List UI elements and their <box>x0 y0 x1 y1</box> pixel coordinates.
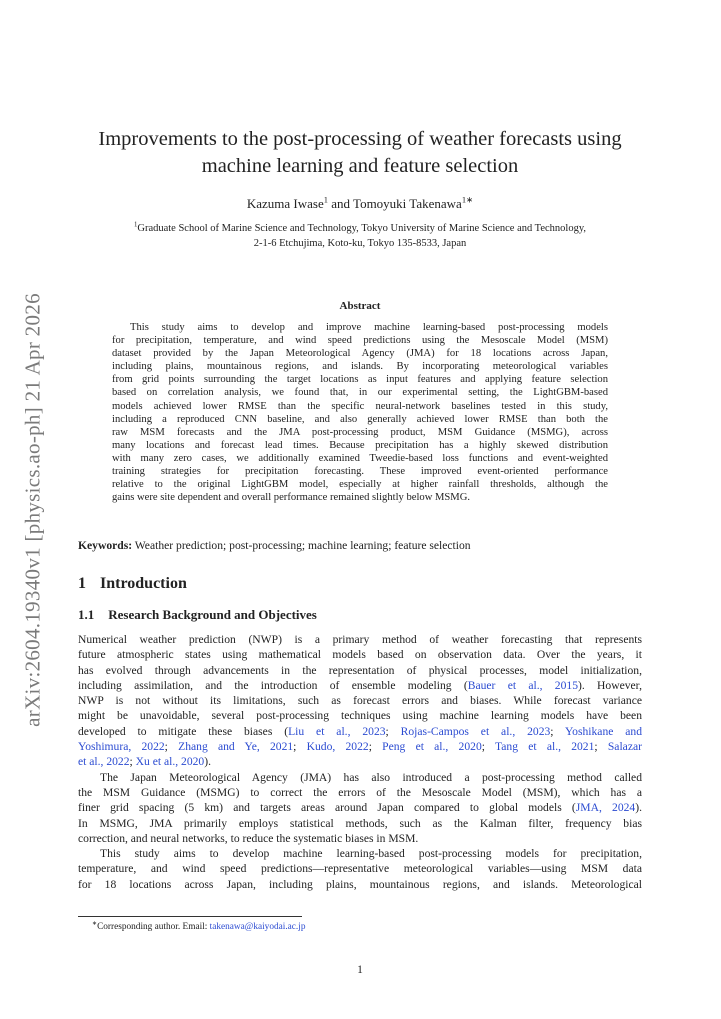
body-text-run: ). However, <box>578 678 642 692</box>
section-heading <box>78 575 187 593</box>
body-line: for 18 locations across Japan, including plains, mountainous regions, and islands. Meteorological <box>78 877 642 891</box>
abstract-line: gains were site dependent and overall performance remained slightly below MSMG. <box>112 492 471 504</box>
affiliation-line-2: 2-1-6 Etchujima, Koto-ku, Tokyo 135-8533, Japan <box>253 238 467 249</box>
citation-separator: ; <box>481 740 495 754</box>
abstract-line: with many zero cases, we additionally examined Tweedie-based loss functions and event-weighted <box>112 452 608 464</box>
body-line: future atmospheric states using mathematical models based on observation data. Over the years, it <box>78 648 642 662</box>
paper-title <box>78 126 642 180</box>
footnote-text: Corresponding author. Email: <box>97 922 210 932</box>
affiliation-text: Graduate School of Marine Science and Technology, Tokyo University of Marine Science and Technology, <box>137 223 587 234</box>
author-name: Tomoyuki Takenawa <box>353 196 462 211</box>
body-text-run: finer grid spacing (5 km) and targets areas around Japan compared to global models ( <box>78 801 576 815</box>
section-title: Introduction <box>100 575 187 592</box>
citation-link[interactable]: JMA, 2024 <box>575 801 636 815</box>
footnote <box>92 922 305 932</box>
citation-separator: ; <box>594 740 608 754</box>
author-conjunction: and <box>327 196 354 211</box>
body-line: might be unavoidable, several post-processing techniques using machine learning models have been <box>78 709 642 723</box>
abstract-line: including a reproduced CNN baseline, and also generally achieved lower RMSE than both the <box>112 413 608 425</box>
citation-link[interactable]: et al., 2022 <box>78 755 130 769</box>
body-text-run: including assimilation, and the introduction of ensemble modeling ( <box>78 678 468 692</box>
keywords-text: Weather prediction; post-processing; machine learning; feature selection <box>132 539 471 552</box>
body-line: temperature, and wind speed predictions—representative meteorological variables—using MSM data <box>78 862 642 876</box>
citation-link[interactable]: Liu et al., 2023 <box>288 724 386 738</box>
page-number: 1 <box>357 964 363 976</box>
body-line <box>78 724 642 739</box>
citation-link[interactable]: Xu et al., 2020 <box>135 755 205 769</box>
citation-link[interactable]: Bauer et al., 2015 <box>467 678 578 692</box>
body-line: This study aims to develop machine learning-based post-processing models for precipitation, <box>100 847 642 861</box>
citation-separator: ; <box>129 755 136 769</box>
citation-separator: ; <box>550 724 565 738</box>
affiliation <box>78 221 642 251</box>
abstract-line: training strategies for precipitation forecasting. These improved event-oriented performance <box>112 466 608 478</box>
abstract-line: raw MSM forecasts and the JMA post-processing product, MSM Guidance (MSMG), across <box>112 426 608 438</box>
footnote-mark: ∗ <box>92 920 98 927</box>
body-line: the MSM Guidance (MSMG) to correct the errors of the Mesoscale Model (MSM), which has a <box>78 785 642 799</box>
abstract-line: including plains, mountainous regions, and islands. By incorporating meteorological variables <box>112 361 608 373</box>
author-name: Kazuma Iwase <box>246 196 324 211</box>
arxiv-identifier-text: arXiv:2604.19340v1 [physics.ao-ph] 21 Apr 2026 <box>20 293 45 727</box>
affiliation-line-1 <box>78 221 642 236</box>
citation-separator: ; <box>368 740 383 754</box>
keywords <box>78 539 471 552</box>
body-line <box>78 678 642 693</box>
body-text-run: developed to mitigate these biases ( <box>78 724 289 738</box>
citation-separator: ; <box>164 740 179 754</box>
body-line <box>78 800 642 815</box>
citation-link[interactable]: Tang et al., 2021 <box>495 740 595 754</box>
arxiv-identifier <box>8 260 58 760</box>
title-line-1: Improvements to the post-processing of weather forecasts using <box>98 128 622 150</box>
subsection-number: 1.1 <box>78 607 95 622</box>
citation-link[interactable]: Peng et al., 2020 <box>382 740 482 754</box>
author-affil-mark: 1 <box>323 194 328 205</box>
citation-link[interactable]: Yoshimura, 2022 <box>78 740 165 754</box>
abstract-line: from grid points surrounding the target locations as input features and applying feature selection <box>112 374 608 386</box>
subsection-title: Research Background and Objectives <box>108 607 317 622</box>
abstract-line: many locations and forecast lead times. Because precipitation has a highly skewed distribution <box>112 439 608 451</box>
abstract-line: for precipitation, temperature, and wind speed predictions using the Mesoscale Model (MSM) <box>112 335 608 347</box>
citation-separator: ; <box>385 724 401 738</box>
footnote-rule <box>78 916 302 917</box>
body-text-run: ). <box>204 755 211 769</box>
author-affil-mark: 1∗ <box>461 194 474 205</box>
abstract-line: relative to the original LightGBM model, especially at higher rainfall thresholds, although the <box>112 479 608 491</box>
affil-mark: 1 <box>133 221 138 229</box>
keywords-label: Keywords: <box>78 539 133 552</box>
citation-link[interactable]: Yoshikane and <box>564 724 643 738</box>
abstract-line: This study aims to develop and improve machine learning-based post-processing models <box>130 322 608 333</box>
abstract-heading: Abstract <box>339 300 381 312</box>
citation-link[interactable]: Rojas-Campos et al., 2023 <box>400 724 551 738</box>
citation-link[interactable]: Zhang and Ye, 2021 <box>178 740 294 754</box>
body-line: has evolved through advancements in the representation of physical processes, model initialization, <box>78 663 642 677</box>
body-line: The Japan Meteorological Agency (JMA) has also introduced a post-processing method called <box>100 770 642 784</box>
abstract-line: models achieved lower RMSE than the specific neural-network baselines tested in this study, <box>112 400 608 412</box>
abstract-line: dataset provided by the Japan Meteorological Agency (JMA) for 18 locations across Japan, <box>112 348 608 360</box>
body-line <box>78 754 642 769</box>
citation-link[interactable]: Salazar <box>607 740 642 754</box>
body-text-run: ). <box>635 801 642 815</box>
abstract-body <box>112 321 608 504</box>
body-line: correction, and neural networks, to reduce the systematic biases in MSM. <box>78 831 419 845</box>
title-line-2: machine learning and feature selection <box>201 155 519 177</box>
body-line <box>78 739 642 754</box>
citation-separator: ; <box>293 740 307 754</box>
email-link[interactable]: takenawa@kaiyodai.ac.jp <box>209 922 306 932</box>
citation-link[interactable]: Kudo, 2022 <box>306 740 369 754</box>
abstract-line: based on correlation analysis, we found that, in our experimental setting, the LightGBM-based <box>112 387 608 399</box>
subsection-heading <box>78 607 317 623</box>
section-number: 1 <box>78 575 86 592</box>
body-line: In MSMG, JMA primarily employs statistical methods, such as the Kalman filter, frequency bias <box>78 816 642 830</box>
body-line: NWP is not without its limitations, such as forecast errors and biases. While forecast variance <box>78 694 642 708</box>
body-text <box>78 632 642 892</box>
body-line: Numerical weather prediction (NWP) is a primary method of weather forecasting that represents <box>78 633 642 646</box>
author-list <box>78 196 642 212</box>
